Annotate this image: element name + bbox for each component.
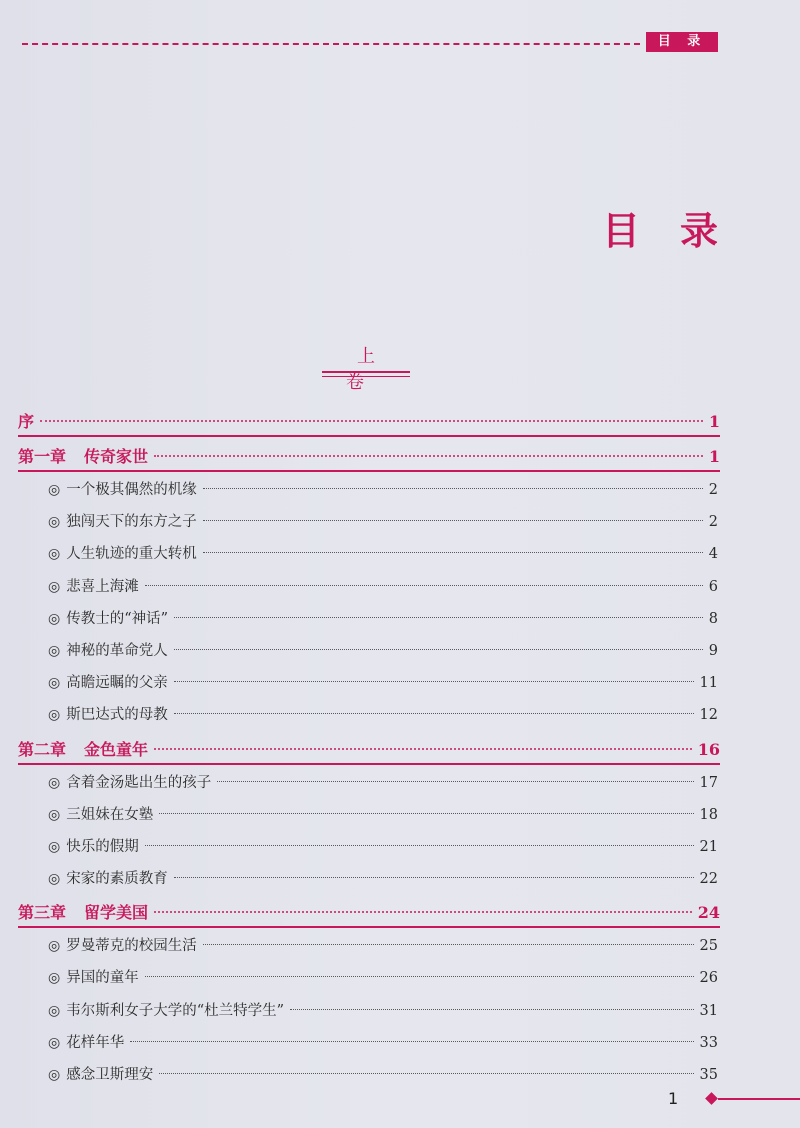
dot-leader (130, 1041, 693, 1042)
toc-section-row[interactable] (18, 831, 720, 863)
dot-leader (145, 585, 703, 586)
toc-page-number: 24 (697, 903, 720, 923)
dot-leader (203, 944, 694, 945)
toc-section-row[interactable] (18, 1027, 720, 1059)
bullet-circle-icon: ◎ (48, 871, 61, 888)
bullet-circle-icon: ◎ (48, 774, 61, 791)
dot-leader (159, 1073, 693, 1074)
section-title: 神秘的革命党人 (66, 642, 168, 659)
toc-page-number: 1 (708, 447, 720, 466)
bullet-circle-icon: ◎ (48, 707, 61, 724)
toc-page-number: 25 (699, 938, 718, 955)
dot-leader (154, 748, 692, 750)
toc-section-row[interactable] (18, 571, 720, 603)
chapter-number: 第三章 (18, 903, 67, 923)
toc-section-row[interactable] (18, 995, 720, 1027)
bullet-circle-icon: ◎ (48, 578, 61, 595)
toc-page-number: 12 (699, 707, 718, 724)
header-section-tag: 目 录 (646, 32, 718, 52)
bullet-circle-icon: ◎ (48, 675, 61, 692)
toc-chapter-row[interactable] (18, 732, 720, 767)
section-title: 韦尔斯利女子大学的“杜兰特学生” (66, 1002, 285, 1019)
toc-page-number: 2 (708, 482, 718, 498)
toc-page-number: 26 (699, 970, 718, 987)
section-title: 悲喜上海滩 (66, 578, 139, 595)
chapter-number: 第一章 (18, 447, 67, 466)
bullet-circle-icon: ◎ (48, 482, 61, 498)
bullet-circle-icon: ◎ (48, 806, 61, 823)
section-title: 花样年华 (66, 1034, 125, 1051)
toc-chapter-row[interactable] (18, 404, 720, 439)
toc-page-number: 22 (699, 871, 718, 888)
dot-leader (203, 520, 703, 521)
toc-section-row[interactable] (18, 863, 720, 895)
bullet-circle-icon: ◎ (48, 514, 61, 531)
bullet-circle-icon: ◎ (48, 970, 61, 987)
toc-section-row[interactable] (18, 474, 720, 506)
toc-page-number: 11 (699, 675, 718, 692)
section-title: 异国的童年 (66, 970, 139, 987)
dot-leader (203, 552, 703, 553)
toc-section-row[interactable] (18, 699, 720, 731)
dot-leader (40, 420, 703, 422)
dot-leader (174, 877, 694, 878)
section-title: 含着金汤匙出生的孩子 (66, 774, 212, 791)
toc-chapter-row[interactable] (18, 895, 720, 930)
toc-section-row[interactable] (18, 962, 720, 994)
toc-section-row[interactable] (18, 930, 720, 962)
toc-page-number: 16 (697, 739, 720, 759)
bullet-circle-icon: ◎ (48, 610, 61, 627)
dot-leader (154, 455, 703, 457)
dot-leader (290, 1009, 694, 1010)
diamond-icon (705, 1092, 718, 1105)
section-title: 罗曼蒂克的校园生活 (66, 938, 197, 955)
toc-page-number: 8 (708, 610, 718, 627)
bullet-circle-icon: ◎ (48, 1067, 61, 1083)
toc-section-row[interactable] (18, 767, 720, 799)
bullet-circle-icon: ◎ (48, 642, 61, 659)
dot-leader (145, 976, 694, 977)
section-title: 快乐的假期 (66, 838, 139, 855)
toc-page-number: 31 (699, 1002, 718, 1019)
volume-title: 上卷 (346, 346, 397, 393)
dot-leader (217, 781, 693, 782)
section-title: 宋家的素质教育 (66, 871, 168, 888)
bullet-circle-icon: ◎ (48, 1002, 61, 1019)
toc-section-row[interactable] (18, 506, 720, 538)
section-title: 独闯天下的东方之子 (66, 514, 197, 531)
toc-section-row[interactable] (18, 635, 720, 667)
section-title: 人生轨迹的重大转机 (66, 546, 197, 563)
chapter-title: 序 (18, 412, 35, 431)
toc-chapter-row[interactable] (18, 439, 720, 474)
dot-leader (174, 681, 694, 682)
toc-page-number: 1 (708, 412, 720, 431)
toc-section-row[interactable] (18, 538, 720, 570)
toc-section-row[interactable] (18, 799, 720, 831)
volume-underline (322, 371, 410, 373)
toc-page-number: 2 (708, 514, 718, 531)
volume-underline-thin (322, 376, 410, 377)
bullet-circle-icon: ◎ (48, 1034, 61, 1051)
bullet-circle-icon: ◎ (48, 838, 61, 855)
chapter-title: 留学美国 (84, 903, 149, 923)
bullet-circle-icon: ◎ (48, 546, 61, 563)
section-title: 斯巴达式的母教 (66, 707, 168, 724)
section-title: 传教士的“神话” (66, 610, 169, 627)
dot-leader (154, 911, 692, 913)
page-title: 目录 (601, 208, 758, 253)
toc-page-number: 21 (699, 838, 718, 855)
header-dashed-rule (22, 43, 640, 45)
toc-page-number: 35 (699, 1067, 718, 1083)
toc-page-number: 17 (699, 774, 718, 791)
toc-page-number: 4 (708, 546, 718, 563)
dot-leader (145, 845, 694, 846)
dot-leader (203, 488, 703, 489)
toc-page-number: 18 (699, 806, 718, 823)
toc-page-number: 9 (708, 642, 718, 659)
chapter-title: 金色童年 (84, 739, 149, 759)
toc-page-number: 33 (699, 1034, 718, 1051)
bullet-circle-icon: ◎ (48, 938, 61, 955)
dot-leader (174, 713, 694, 714)
section-title: 三姐妹在女塾 (66, 806, 154, 823)
section-title: 感念卫斯理安 (66, 1067, 154, 1083)
dot-leader (174, 649, 703, 650)
toc-section-row[interactable] (18, 667, 720, 699)
chapter-title: 传奇家世 (84, 447, 149, 466)
toc-section-row[interactable] (18, 1059, 720, 1091)
page-number: 1 (668, 1089, 679, 1108)
toc-page-number: 6 (708, 578, 718, 595)
dot-leader (159, 813, 693, 814)
section-title: 一个极其偶然的机缘 (66, 482, 197, 498)
table-of-contents (18, 404, 720, 1091)
toc-section-row[interactable] (18, 603, 720, 635)
section-title: 高瞻远瞩的父亲 (66, 675, 168, 692)
dot-leader (174, 617, 703, 618)
footer-rule (718, 1098, 800, 1100)
chapter-number: 第二章 (18, 739, 67, 759)
